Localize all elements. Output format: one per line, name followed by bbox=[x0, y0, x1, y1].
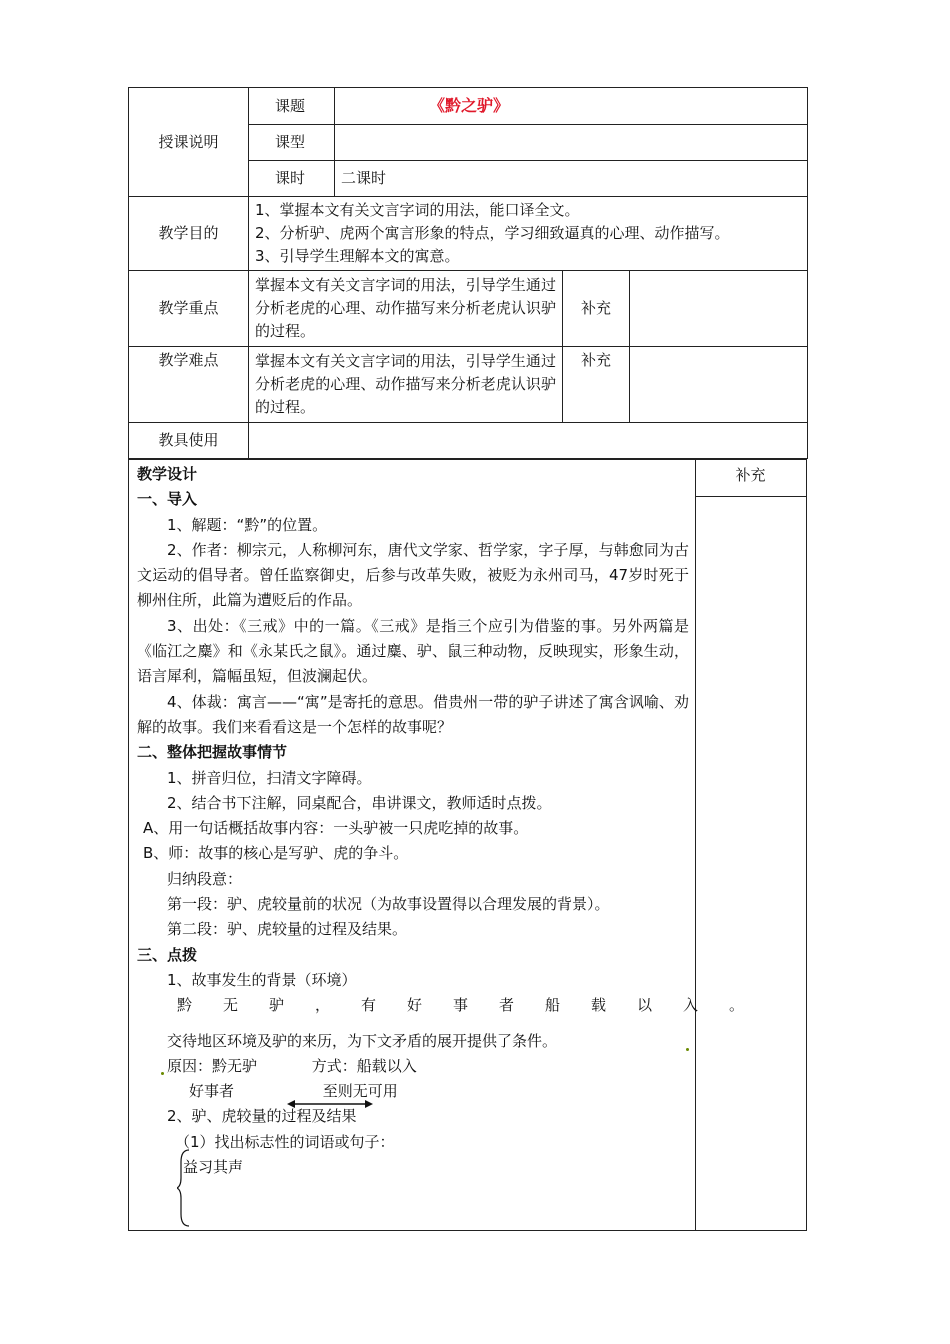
design-title: 教学设计 bbox=[137, 465, 198, 483]
type-value bbox=[335, 125, 808, 161]
difficulties-supplement-cell bbox=[630, 347, 808, 423]
type-label: 课型 bbox=[249, 125, 335, 161]
lecture-title: 《黔之驴》 bbox=[429, 96, 510, 115]
difficulties-label: 教学难点 bbox=[129, 347, 249, 423]
tools-value bbox=[249, 423, 808, 459]
double-arrow-icon bbox=[287, 1099, 373, 1109]
process-sub-2: 益习其声 bbox=[183, 1158, 244, 1177]
plot-item-a: A、用一句话概括故事内容：一头驴被一只虎吃掉的故事。 bbox=[143, 819, 529, 838]
plot-item-2: 2、结合书下注解，同桌配合，串讲课文，教师适时点拨。 bbox=[167, 793, 552, 812]
relation-line bbox=[137, 1079, 689, 1104]
objectives-label: 教学目的 bbox=[129, 197, 249, 271]
key-points-supplement: 补充 bbox=[563, 271, 630, 347]
course-info-label: 授课说明 bbox=[129, 88, 249, 197]
process-line bbox=[137, 1104, 689, 1129]
topic-label: 课题 bbox=[249, 88, 335, 125]
process-number: 2、 bbox=[167, 1107, 192, 1126]
brace-icon bbox=[177, 1148, 191, 1228]
teaching-design-section bbox=[128, 459, 807, 1231]
section-heading-guidance: 三、点拨 bbox=[137, 945, 198, 964]
difficulties-text: 掌握本文有关文言字词的用法，引导学生通过分析老虎的心理、动作描写来分析老虎认识驴的过程。 bbox=[249, 347, 563, 423]
intro-item-1: 1、解题：“黔”的位置。 bbox=[167, 515, 328, 534]
process-title: 驴、虎较量的过程及结果 bbox=[191, 1107, 357, 1126]
paragraph-summary-1: 第一段：驴、虎较量前的状况（为故事设置得以合理发展的背景）。 bbox=[167, 895, 610, 914]
process-sub-1: （1）找出标志性的词语或句子： bbox=[175, 1132, 395, 1151]
plot-item-b: B、师：故事的核心是写驴、虎的争斗。 bbox=[143, 844, 409, 863]
column-divider bbox=[695, 460, 696, 1230]
intro-item-2: 2、作者：柳宗元，人称柳河东，唐代文学家、哲学家，字子厚，与韩愈同为古文运动的倡导者。曾任监察御史，后参与改革失败，被贬为永州司马，47岁时死于柳州住所，此篇为遭贬后的作品。 bbox=[137, 540, 689, 610]
plot-item-1: 1、拼音归位，扫清文字障碍。 bbox=[167, 768, 372, 787]
quote-line: 黔无驴，有好事者船载以入。 bbox=[177, 996, 776, 1015]
background-note: 交待地区环境及驴的来历，为下文矛盾的展开提供了条件。 bbox=[167, 1031, 558, 1050]
key-points-text: 掌握本文有关文言字词的用法，引导学生通过分析老虎的心理、动作描写来分析老虎认识驴的过程。 bbox=[249, 271, 563, 347]
intro-item-4: 4、体裁：寓言——“寓”是寄托的意思。借贵州一带的驴子讲述了寓含讽喻、劝解的故事。我们来看看这是一个怎样的故事呢？ bbox=[137, 692, 689, 736]
guidance-item-1: 1、故事发生的背景（环境） bbox=[167, 970, 357, 989]
paragraph-summary-2: 第二段：驴、虎较量的过程及结果。 bbox=[167, 920, 408, 939]
design-supplement-label: 补充 bbox=[735, 466, 766, 484]
decor-dot bbox=[161, 1072, 164, 1075]
decor-dot bbox=[686, 1048, 689, 1051]
key-points-supplement-cell bbox=[630, 271, 808, 347]
course-info-table bbox=[128, 87, 808, 459]
right-word: 至则无可用 bbox=[322, 1082, 398, 1101]
summary-label: 归纳段意： bbox=[167, 869, 243, 888]
hours-value: 二课时 bbox=[335, 161, 808, 197]
intro-item-3: 3、出处：《三戒》中的一篇。《三戒》是指三个应引为借鉴的事。另外两篇是《临江之麋》和《永某氏之鼠》。通过麋、驴、鼠三种动物，反映现实，形象生动，语言犀利，篇幅虽短，但波澜起伏。 bbox=[137, 616, 689, 686]
key-points-label: 教学重点 bbox=[129, 271, 249, 347]
cause-text: 原因：黔无驴 bbox=[167, 1056, 258, 1075]
left-word: 好事者 bbox=[189, 1082, 235, 1101]
cause-method-line bbox=[137, 1054, 689, 1079]
method-text: 方式：船载以入 bbox=[311, 1056, 417, 1075]
objective-item: 1、掌握本文有关文言字词的用法，能口译全文。 bbox=[255, 201, 580, 219]
hours-label: 课时 bbox=[249, 161, 335, 197]
difficulties-supplement: 补充 bbox=[563, 347, 630, 423]
section-heading-intro: 一、导入 bbox=[137, 490, 198, 509]
tools-label: 教具使用 bbox=[129, 423, 249, 459]
objectives-content bbox=[249, 197, 808, 271]
objective-item: 3、引导学生理解本文的寓意。 bbox=[255, 247, 460, 265]
section-heading-plot: 二、整体把握故事情节 bbox=[137, 743, 288, 762]
objective-item: 2、分析驴、虎两个寓言形象的特点，学习细致逼真的心理、动作描写。 bbox=[255, 224, 730, 242]
supplement-header-divider bbox=[695, 496, 806, 497]
topic-value bbox=[335, 88, 808, 125]
